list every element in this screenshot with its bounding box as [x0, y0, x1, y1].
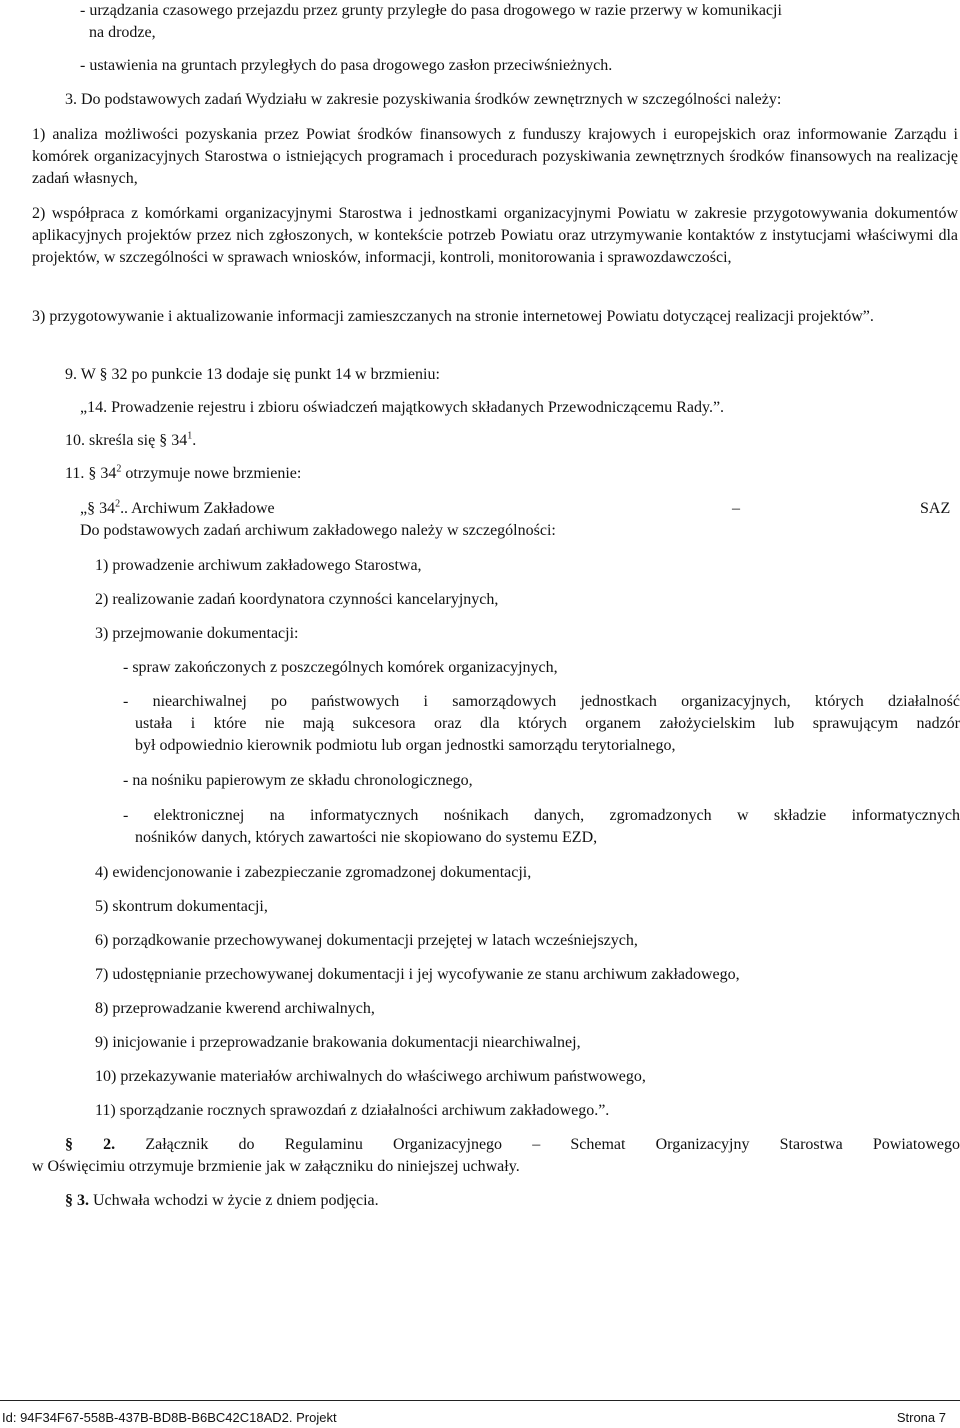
page-number: Strona 7: [896, 1410, 946, 1425]
list-item: 3) przejmowanie dokumentacji:: [95, 625, 299, 642]
sub-list-item: - na nośniku papierowym ze składu chronologicznego,: [123, 772, 473, 789]
list-item: - ustawienia na gruntach przyległych do pasa drogowego zasłon przeciwśnieżnych.: [80, 57, 613, 74]
sub-list-item: - niearchiwalnej po państwowych i samorządowych jednostkach organizacyjnych, których działalność: [123, 693, 960, 710]
list-item: 8) przeprowadzanie kwerend archiwalnych,: [95, 1000, 375, 1017]
sub-list-item-continuation: nośników danych, których zawartości nie skopiowano do systemu EZD,: [135, 829, 598, 846]
sub-list-item: - spraw zakończonych z poszczególnych komórek organizacyjnych,: [123, 659, 558, 676]
sub-list-item: - elektronicznej na informatycznych nośnikach danych, zgromadzonych w składzie informatycznych: [123, 807, 960, 824]
list-item: 5) skontrum dokumentacji,: [95, 898, 268, 915]
paragraph-intro: Do podstawowych zadań archiwum zakładowego należy w szczególności:: [80, 522, 556, 539]
sub-list-item-continuation: był odpowiednio kierownik podmiotu lub organ jednostki samorządu terytorialnego,: [135, 737, 676, 754]
list-item: - urządzania czasowego przejazdu przez grunty przyległe do pasa drogowego w razie przerwy w komunikacji: [80, 2, 782, 19]
sub-list-item-continuation: ustała i które nie mają sukcesora oraz dla których organem założycielskim lub sprawującym nadzór: [135, 715, 960, 732]
section-label: § 2.: [65, 1136, 116, 1153]
quoted-text: „14. Prowadzenie rejestru i zbioru oświadczeń majątkowych składanych Przewodniczącemu Rady.”.: [80, 399, 725, 416]
list-item: 2) współpraca z komórkami organizacyjnymi Starostwa i jednostkami organizacyjnymi Powiatu w zakresie przygotowywania dokumentów aplikacyjnych projektów przez nich zgłoszonych, w kontekście potrzeb Powiatu oraz utrzymywanie kontaktów z instytucjami właściwymi dla projektów, w szczególności w sprawach wniosków, informacji, kontroli, monitorowania i sprawozdawczości,: [32, 205, 958, 266]
document-id: Id: 94F34F67-558B-437B-BD8B-B6BC42C18AD2. Projekt: [2, 1410, 337, 1425]
list-item: 1) prowadzenie archiwum zakładowego Starostwa,: [95, 557, 422, 574]
section-2-continuation: w Oświęcimiu otrzymuje brzmienie jak w załączniku do niniejszej uchwały.: [32, 1158, 520, 1175]
list-item: 11) sporządzanie rocznych sprawozdań z działalności archiwum zakładowego.”.: [95, 1102, 610, 1119]
list-item: 9) inicjowanie i przeprowadzanie brakowania dokumentacji niearchiwalnej,: [95, 1034, 581, 1051]
amendment-point: 11. § $34^2$ otrzymuje nowe brzmienie:: [65, 463, 302, 482]
section-heading: 3. Do podstawowych zadań Wydziału w zakresie pozyskiwania środków zewnętrznych w szczególności należy:: [65, 91, 782, 108]
list-item: 4) ewidencjonowanie i zabezpieczanie zgromadzonej dokumentacji,: [95, 864, 532, 881]
section-label: § 3.: [65, 1192, 89, 1209]
list-item: 1) analiza możliwości pozyskania przez Powiat środków finansowych z funduszy krajowych i europejskich oraz informowanie Zarządu i komórek organizacyjnych Starostwa o istniejących programach i procedurach pozyskiwania zewnętrznych środków finansowych na realizację zadań własnych,: [32, 126, 958, 187]
page-footer: [0, 1400, 960, 1425]
list-item-continuation: na drodze,: [89, 24, 156, 41]
list-item: 3) przygotowywanie i aktualizowanie informacji zamieszczanych na stronie internetowej Powiatu dotyczącej realizacji projektów”.: [32, 308, 874, 325]
list-item: 6) porządkowanie przechowywanej dokumentacji przejętej w latach wcześniejszych,: [95, 932, 638, 949]
department-code: SAZ: [920, 500, 951, 517]
section-2: § 2. Załącznik do Regulaminu Organizacyjnego – Schemat Organizacyjny Starostwa Powiatowego: [65, 1136, 960, 1153]
list-item: 2) realizowanie zadań koordynatora czynności kancelaryjnych,: [95, 591, 499, 608]
amendment-point: 10. skreśla się § $34^1$.: [65, 430, 197, 449]
list-item: 7) udostępnianie przechowywanej dokumentacji i jej wycofywanie ze stanu archiwum zakładowego,: [95, 966, 740, 983]
list-item: 10) przekazywanie materiałów archiwalnych do właściwego archiwum państwowego,: [95, 1068, 646, 1085]
title-dash: –: [732, 500, 740, 517]
paragraph-number: „§ $34^2$.: [80, 498, 125, 517]
section-3: § 3. Uchwała wchodzi w życie z dniem podjęcia.: [65, 1192, 379, 1209]
amendment-point: 9. W § 32 po punkcie 13 dodaje się punkt 14 w brzmieniu:: [65, 366, 440, 383]
